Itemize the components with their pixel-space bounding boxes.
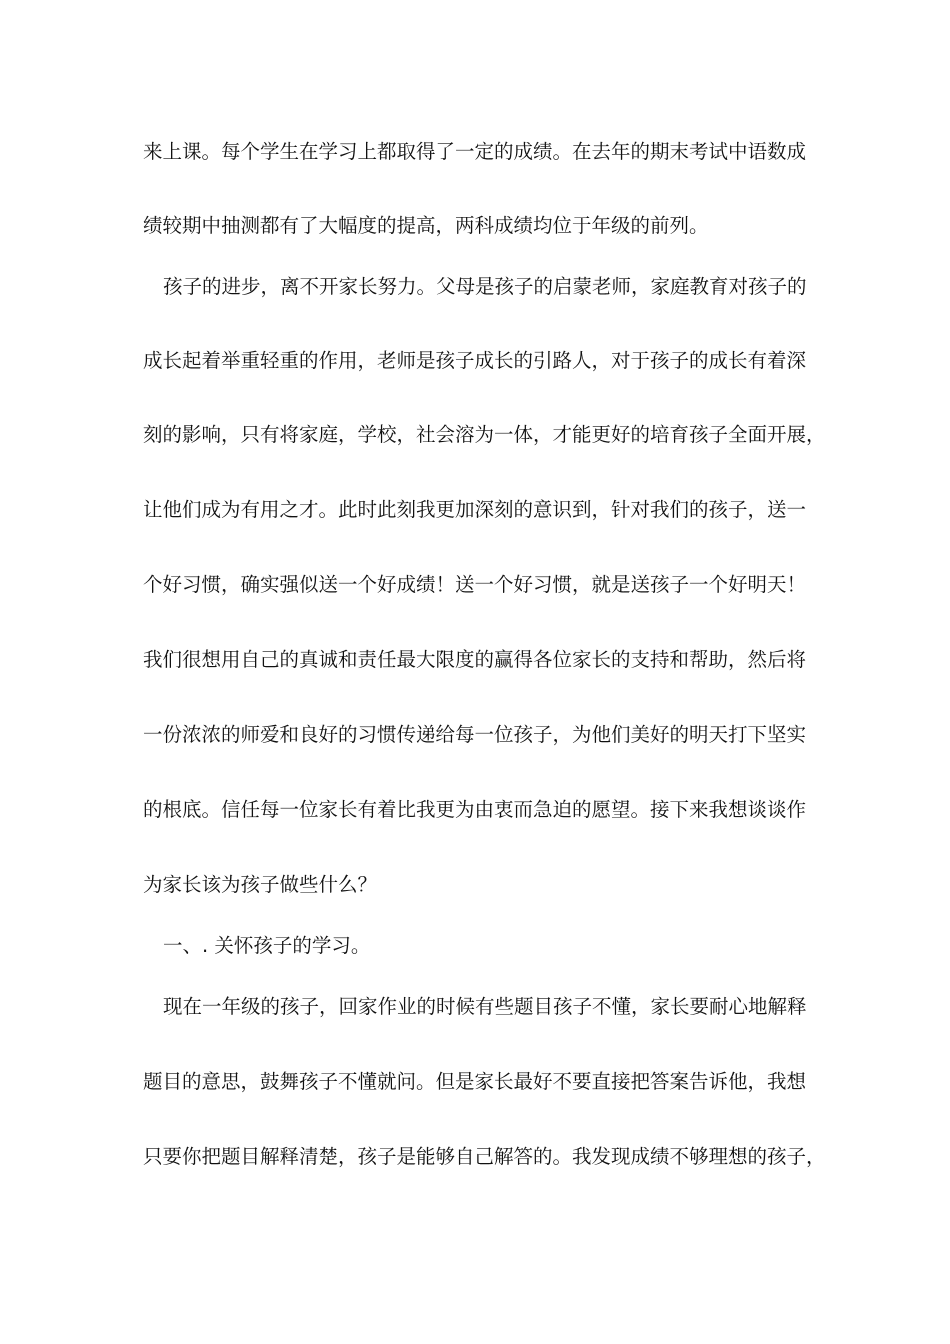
text-line: 让他们成为有用之才。此时此刻我更加深刻的意识到，针对我们的孩子，送一 — [143, 498, 807, 521]
text-line: 只要你把题目解释清楚，孩子是能够自己解答的。我发现成绩不够理想的孩子， — [143, 1145, 826, 1168]
text-line: 刻的影响，只有将家庭，学校，社会溶为一体，才能更好的培育孩子全面开展， — [143, 423, 826, 446]
section-heading: 一、. 关怀孩子的学习。 — [163, 934, 371, 957]
text-line: 为家长该为孩子做些什么？ — [143, 873, 378, 896]
text-line: 绩较期中抽测都有了大幅度的提高，两科成绩均位于年级的前列。 — [143, 214, 709, 237]
text-line: 个好习惯，确实强似送一个好成绩！送一个好习惯，就是送孩子一个好明天！ — [143, 573, 807, 596]
text-line: 一份浓浓的师爱和良好的习惯传递给每一位孩子，为他们美好的明天打下坚实 — [143, 723, 807, 746]
text-line: 题目的意思，鼓舞孩子不懂就问。但是家长最好不要直接把答案告诉他，我想 — [143, 1070, 807, 1093]
text-line: 来上课。每个学生在学习上都取得了一定的成绩。在去年的期末考试中语数成 — [143, 140, 807, 163]
text-line: 的根底。信任每一位家长有着比我更为由衷而急迫的愿望。接下来我想谈谈作 — [143, 798, 807, 821]
paragraph-start-line: 孩子的进步，离不开家长努力。父母是孩子的启蒙老师，家庭教育对孩子的 — [163, 275, 807, 298]
text-line: 我们很想用自己的真诚和责任最大限度的赢得各位家长的支持和帮助，然后将 — [143, 648, 807, 671]
paragraph-start-line: 现在一年级的孩子，回家作业的时候有些题目孩子不懂，家长要耐心地解释 — [163, 995, 807, 1018]
text-line: 成长起着举重轻重的作用，老师是孩子成长的引路人，对于孩子的成长有着深 — [143, 349, 807, 372]
